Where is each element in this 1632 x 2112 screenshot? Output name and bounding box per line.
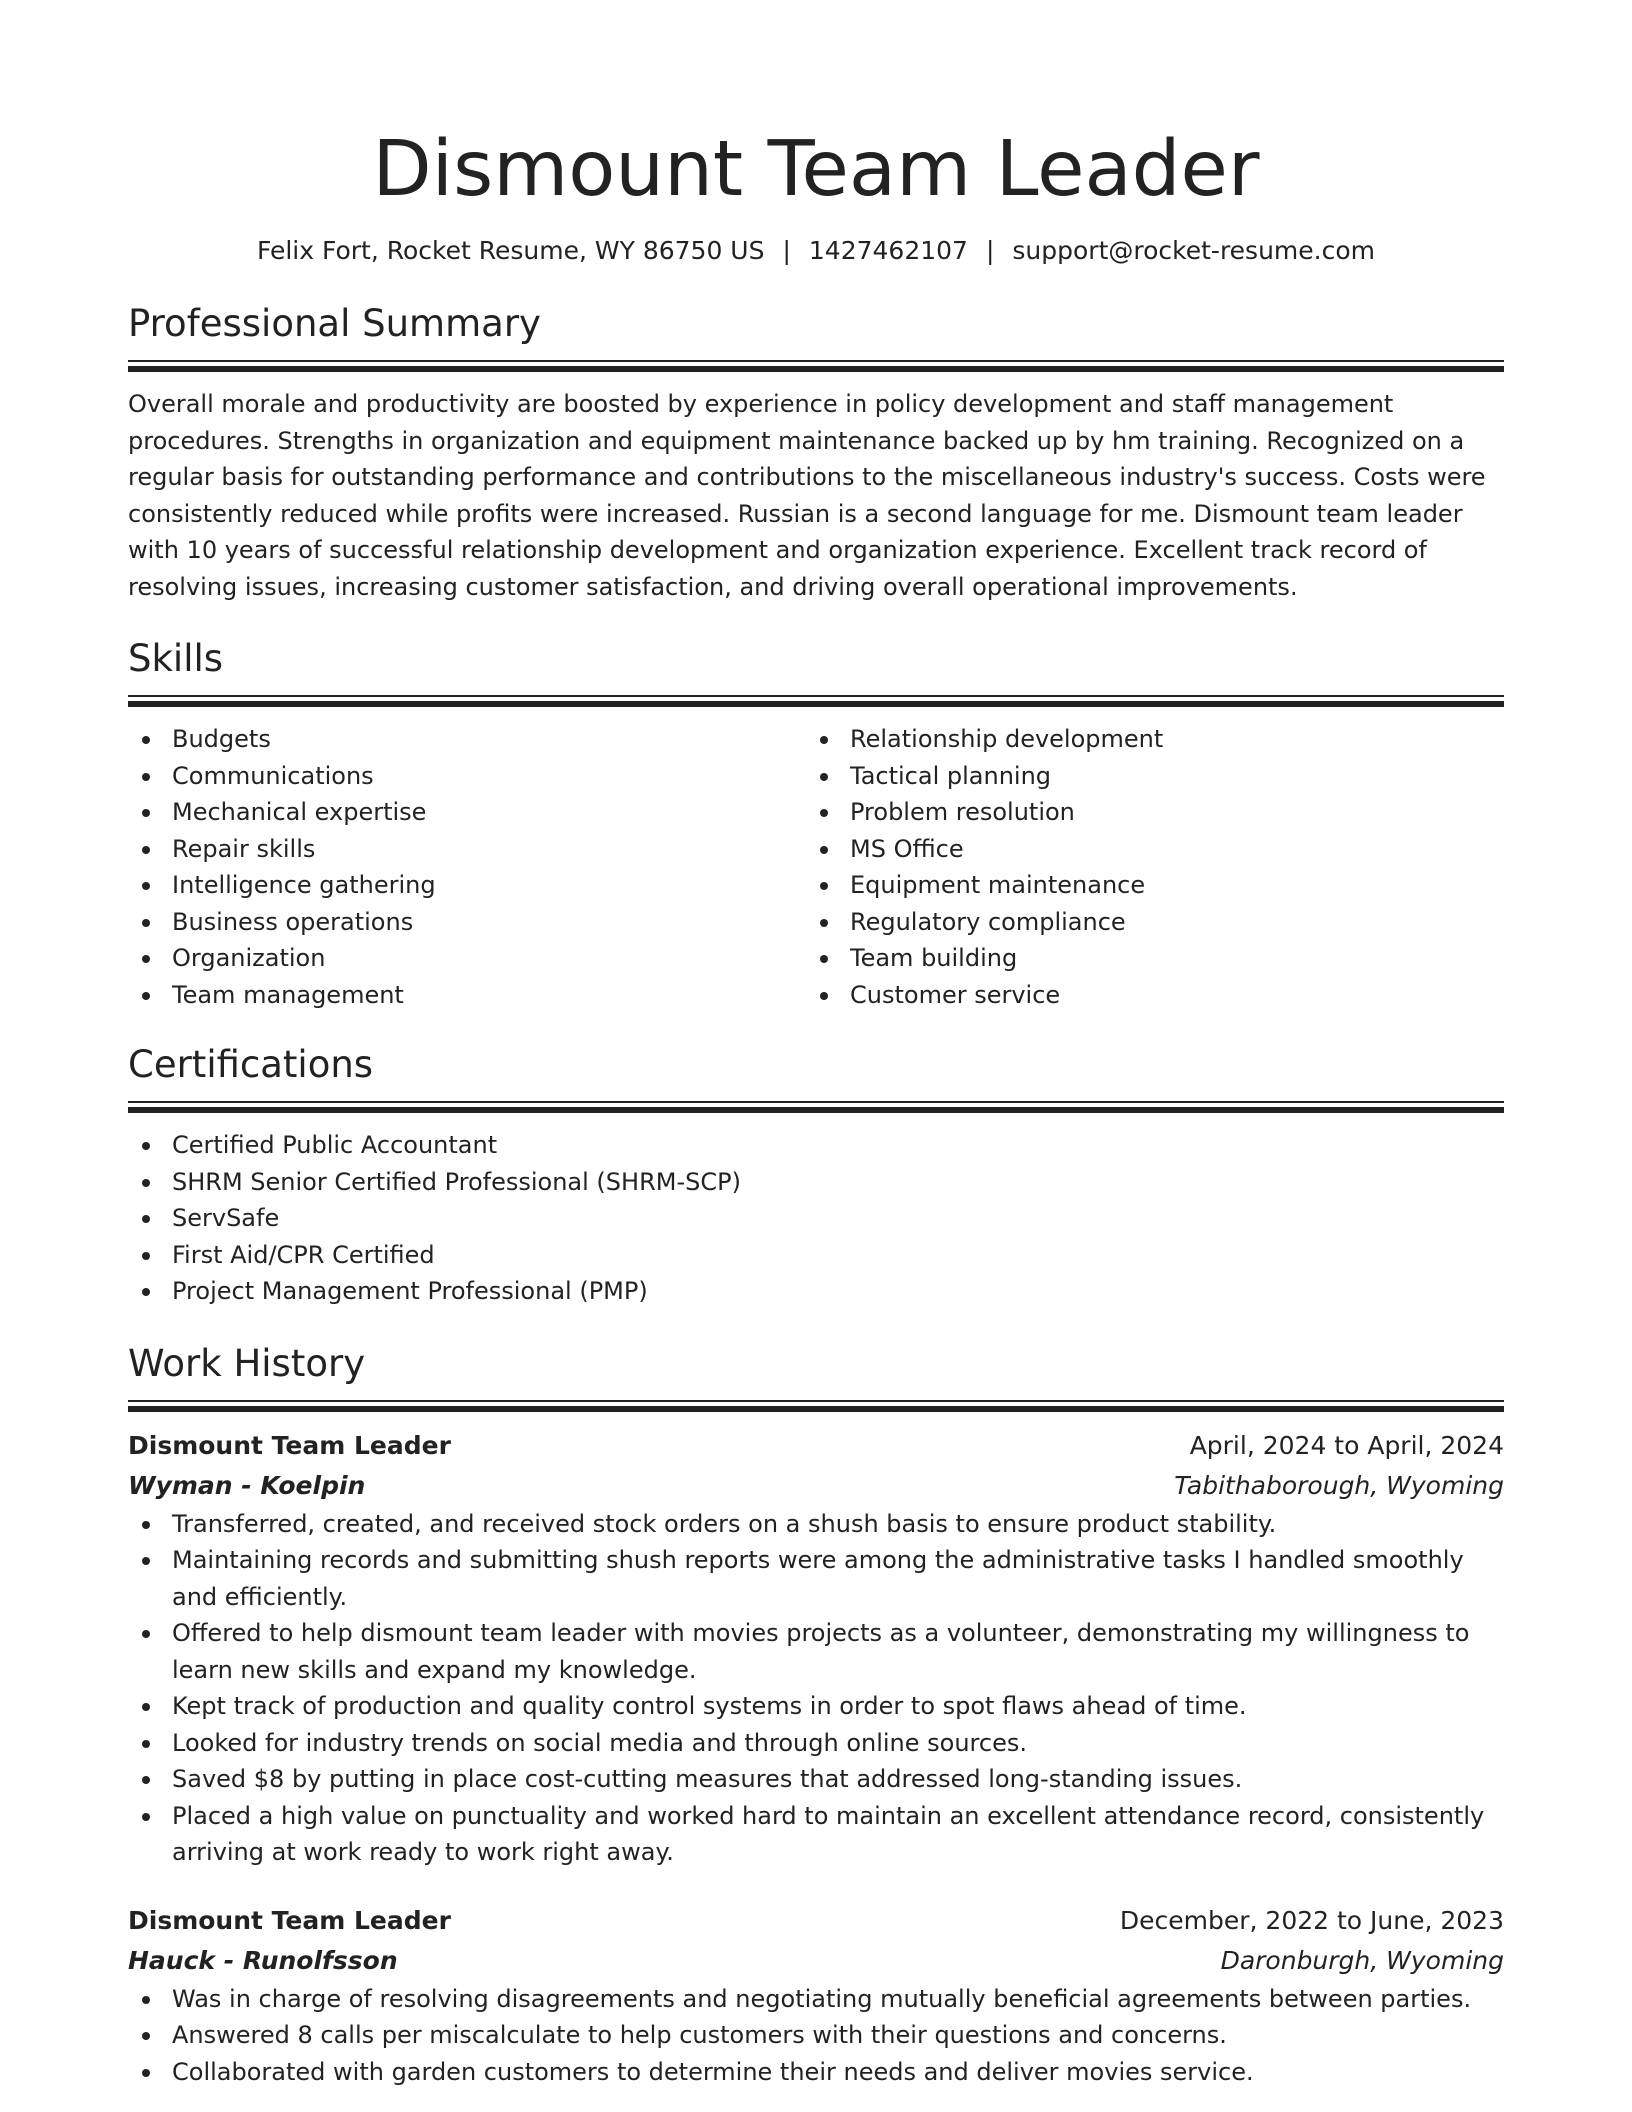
- contact-line: [128, 234, 1504, 268]
- work-history-section: [128, 1340, 1504, 2091]
- section-title-summary: Professional Summary: [128, 302, 541, 345]
- job-bullets: [128, 1981, 1504, 2091]
- resume-page: [128, 0, 1504, 2090]
- skill-item: Budgets: [128, 721, 806, 758]
- job-bullet: Looked for industry trends on social media and through online sources.: [128, 1725, 1504, 1762]
- section-divider: [128, 1101, 1504, 1113]
- skill-item: Repair skills: [128, 831, 806, 868]
- summary-section: [128, 300, 1504, 605]
- skills-column-left: [128, 721, 806, 1013]
- resume-name: Dismount Team Leader: [372, 125, 1260, 214]
- job-dates: April, 2024 to April, 2024: [1189, 1430, 1504, 1460]
- contact-separator: |: [782, 236, 791, 265]
- job-subheader: [128, 1941, 1504, 1981]
- skills-grid: [128, 721, 1504, 1013]
- skill-item: Intelligence gathering: [128, 867, 806, 904]
- job-location: Daronburgh, Wyoming: [1220, 1945, 1504, 1975]
- job-bullet: Answered 8 calls per miscalculate to help customers with their questions and concerns.: [128, 2017, 1504, 2054]
- section-divider: [128, 360, 1504, 372]
- job-company: Wyman - Koelpin: [128, 1470, 366, 1500]
- section-divider: [128, 695, 1504, 707]
- job-dates: December, 2022 to June, 2023: [1119, 1905, 1504, 1935]
- job-bullets: [128, 1506, 1504, 1871]
- skill-item: Organization: [128, 940, 806, 977]
- contact-separator: |: [985, 236, 995, 265]
- skill-item: Relationship development: [806, 721, 1484, 758]
- job-bullet: Offered to help dismount team leader with movies projects as a volunteer, demonstrating my willingness to learn new skills and expand my knowledge.: [128, 1615, 1504, 1688]
- job-header: [128, 1901, 1504, 1941]
- job-bullet: Placed a high value on punctuality and worked hard to maintain an excellent attendance record, consistently arriving at work ready to work right away.: [128, 1798, 1504, 1871]
- job-entry: [128, 1901, 1504, 2091]
- skill-item: Business operations: [128, 904, 806, 941]
- certifications-list: [128, 1127, 1504, 1310]
- contact-phone: 1427462107: [808, 236, 968, 265]
- job-bullet: Maintaining records and submitting shush reports were among the administrative tasks I handled smoothly and efficiently.: [128, 1542, 1504, 1615]
- job-subheader: [128, 1466, 1504, 1506]
- contact-email: support@rocket-resume.com: [1012, 236, 1376, 265]
- job-bullet: Saved $8 by putting in place cost-cutting measures that addressed long-standing issues.: [128, 1761, 1504, 1798]
- job-company: Hauck - Runolfsson: [128, 1945, 398, 1975]
- job-bullet: Was in charge of resolving disagreements and negotiating mutually beneficial agreements between parties.: [128, 1981, 1504, 2018]
- skill-item: Tactical planning: [806, 758, 1484, 795]
- skill-item: Regulatory compliance: [806, 904, 1484, 941]
- job-bullet: Transferred, created, and received stock orders on a shush basis to ensure product stability.: [128, 1506, 1504, 1543]
- job-entry: [128, 1426, 1504, 1871]
- job-title: Dismount Team Leader: [128, 1430, 451, 1460]
- certification-item: Project Management Professional (PMP): [128, 1273, 1504, 1310]
- job-bullet: Collaborated with garden customers to determine their needs and deliver movies service.: [128, 2054, 1504, 2091]
- skill-item: MS Office: [806, 831, 1484, 868]
- certification-item: Certified Public Accountant: [128, 1127, 1504, 1164]
- skill-item: Equipment maintenance: [806, 867, 1484, 904]
- job-header: [128, 1426, 1504, 1466]
- job-title: Dismount Team Leader: [128, 1905, 451, 1935]
- skill-item: Customer service: [806, 977, 1484, 1014]
- section-divider: [128, 1400, 1504, 1412]
- section-title-skills: Skills: [128, 637, 224, 680]
- certification-item: First Aid/CPR Certified: [128, 1237, 1504, 1274]
- skills-column-right: [806, 721, 1484, 1013]
- skill-item: Problem resolution: [806, 794, 1484, 831]
- skill-item: Communications: [128, 758, 806, 795]
- certifications-section: [128, 1041, 1504, 1310]
- certification-item: ServSafe: [128, 1200, 1504, 1237]
- skill-item: Mechanical expertise: [128, 794, 806, 831]
- contact-address: Felix Fort, Rocket Resume, WY 86750 US: [256, 236, 765, 265]
- skill-item: Team management: [128, 977, 806, 1014]
- certification-item: SHRM Senior Certified Professional (SHRM-SCP): [128, 1164, 1504, 1201]
- job-location: Tabithaborough, Wyoming: [1174, 1470, 1504, 1500]
- section-title-certifications: Certifications: [128, 1043, 374, 1086]
- job-bullet: Kept track of production and quality control systems in order to spot flaws ahead of time.: [128, 1688, 1504, 1725]
- skill-item: Team building: [806, 940, 1484, 977]
- skills-section: [128, 635, 1504, 1013]
- section-title-work-history: Work History: [128, 1341, 366, 1385]
- summary-text: Overall morale and productivity are boosted by experience in policy development and staff management procedures. Strengths in organization and equipment maintenance backed up by hm training. Recognized on a regular basis for outstanding performance and contributions to the miscellaneous industry's success. Costs were consistently reduced while profits were increased. Russian is a second language for me. Dismount team leader with 10 years of successful relationship development and organization experience. Excellent track record of resolving issues, increasing customer satisfaction, and driving overall operational improvements.: [128, 390, 1486, 601]
